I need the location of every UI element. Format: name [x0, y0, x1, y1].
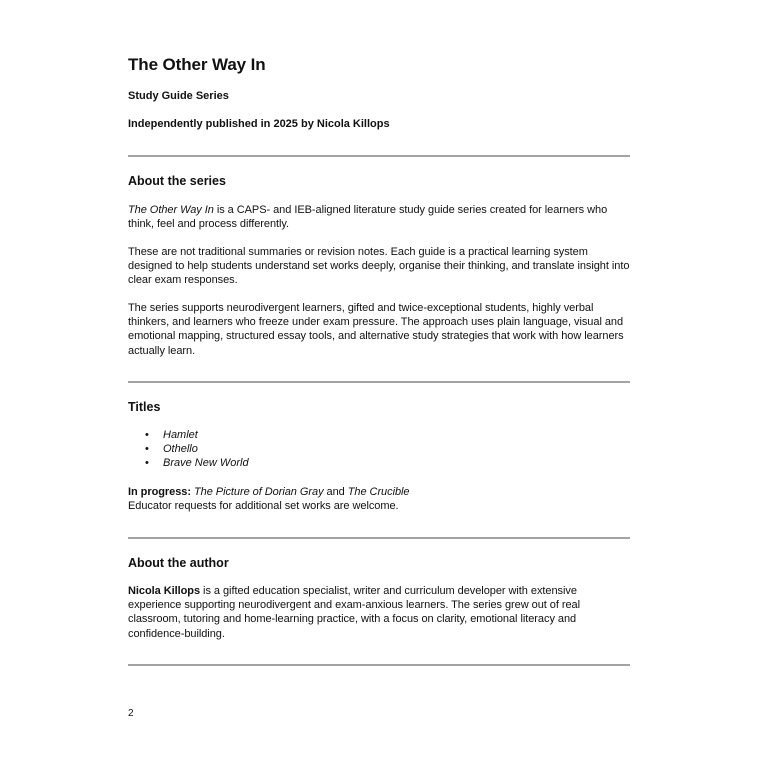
titles-list — [128, 428, 249, 471]
series-title-italic: The Other Way In — [128, 204, 214, 216]
series-intro-paragraph — [128, 203, 633, 231]
about-author-heading: About the author — [128, 556, 229, 570]
bullet-icon: • — [145, 429, 149, 441]
bullet-icon: • — [145, 457, 149, 470]
page-number: 2 — [128, 708, 134, 719]
about-series-heading: About the series — [128, 174, 226, 188]
divider — [128, 381, 630, 383]
title-hamlet: Hamlet — [163, 429, 198, 441]
page-title: The Other Way In — [128, 55, 266, 74]
list-item — [128, 456, 249, 470]
author-bio-text: is a gifted education specialist, writer and curriculum developer with extensive experience supporting neurodivergent and exam-anxious learners. The series grew out of real classroom, tutoring and home-learning practice, with a focus on clarity, emotional literacy and confidence-building. — [128, 585, 581, 640]
author-name: Nicola Killops — [128, 585, 201, 597]
in-progress-title-dorian-gray: The Picture of Dorian Gray — [193, 486, 324, 498]
divider — [128, 155, 630, 157]
series-subtitle: Study Guide Series — [128, 90, 229, 102]
divider — [128, 537, 630, 539]
bullet-icon: • — [145, 443, 149, 456]
in-progress-title-crucible: The Crucible — [347, 486, 410, 498]
publication-line: Independently published in 2025 by Nicola Killops — [128, 118, 390, 130]
in-progress-line — [128, 485, 633, 513]
series-description-paragraph: These are not traditional summaries or revision notes. Each guide is a practical learning system designed to help students understand set works deeply, organise their thinking, and translate insight into clear exam responses. — [128, 246, 630, 287]
divider — [128, 664, 630, 666]
educator-requests-text: Educator requests for additional set works are welcome. — [128, 500, 399, 513]
title-brave-new-world: Brave New World — [163, 457, 249, 470]
list-item — [128, 428, 249, 442]
list-item — [128, 442, 249, 456]
author-bio-paragraph — [128, 584, 633, 641]
conjunction-text: and — [323, 486, 348, 498]
titles-heading: Titles — [128, 400, 161, 414]
title-othello: Othello — [163, 443, 198, 456]
series-intro-text: is a CAPS- and IEB-aligned literature study guide series created for learners who think, feel and process differently. — [128, 204, 608, 231]
series-audience-paragraph: The series supports neurodivergent learners, gifted and twice-exceptional students, highly verbal thinkers, and learners who freeze under exam pressure. The approach uses plain language, visual and emotional mapping, structured essay tools, and alternative study strategies that work with how learners actually learn. — [128, 302, 624, 357]
in-progress-label: In progress: — [128, 486, 191, 498]
